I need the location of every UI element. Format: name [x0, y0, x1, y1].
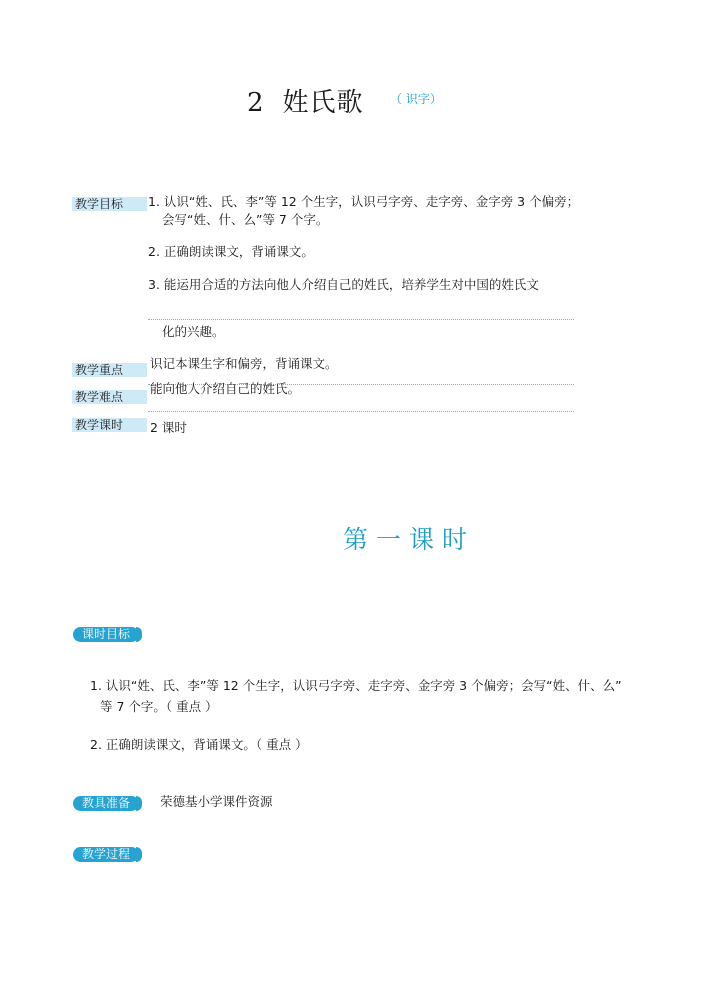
lesson-objectives-badge: 课时目标 — [73, 627, 139, 642]
goal-1-line1: 1. 认识“姓、氏、李”等 12 个生字，认识弓字旁、走字旁、金字旁 3 个偏旁； — [148, 194, 580, 209]
key-point-label: 教学重点 — [72, 363, 147, 377]
difficulty-label: 教学难点 — [72, 390, 147, 404]
objective-1-line1: 1. 认识“姓、氏、李”等 12 个生字，认识弓字旁、走字旁、金字旁 3 个偏旁；会写“姓、什、么” — [90, 678, 622, 693]
teaching-aids-text: 荣德基小学课件资源 — [160, 794, 273, 809]
page-title — [247, 82, 364, 119]
teaching-aids-badge: 教具准备 — [73, 796, 139, 811]
key-point-text: 识记本课生字和偏旁，背诵课文。 — [150, 356, 338, 371]
difficulty-text: 能向他人介绍自己的姓氏。 — [150, 381, 301, 396]
goal-3-line1: 3. 能运用合适的方法向他人介绍自己的姓氏，培养学生对中国的姓氏文 — [148, 277, 539, 292]
periods-text: 2 课时 — [150, 420, 187, 435]
teaching-process-badge: 教学过程 — [73, 847, 139, 862]
lesson-number: 2 — [247, 88, 265, 118]
lesson-section-title: 第一课时 — [343, 525, 476, 554]
periods-label: 教学课时 — [72, 418, 147, 432]
teaching-goals-label: 教学目标 — [72, 197, 147, 211]
divider-line — [148, 319, 574, 320]
title-subtitle: （ 识字） — [390, 92, 442, 106]
goal-2: 2. 正确朗读课文，背诵课文。 — [148, 244, 314, 259]
divider-line — [148, 411, 574, 412]
objective-1-line2: 等 7 个字。（ 重点 ） — [100, 699, 218, 714]
objective-2: 2. 正确朗读课文，背诵课文。（ 重点 ） — [90, 737, 308, 752]
lesson-name: 姓氏歌 — [282, 88, 364, 118]
goal-1-line2: 会写“姓、什、么”等 7 个字。 — [162, 212, 329, 227]
goal-3-line2: 化的兴趣。 — [162, 324, 225, 339]
